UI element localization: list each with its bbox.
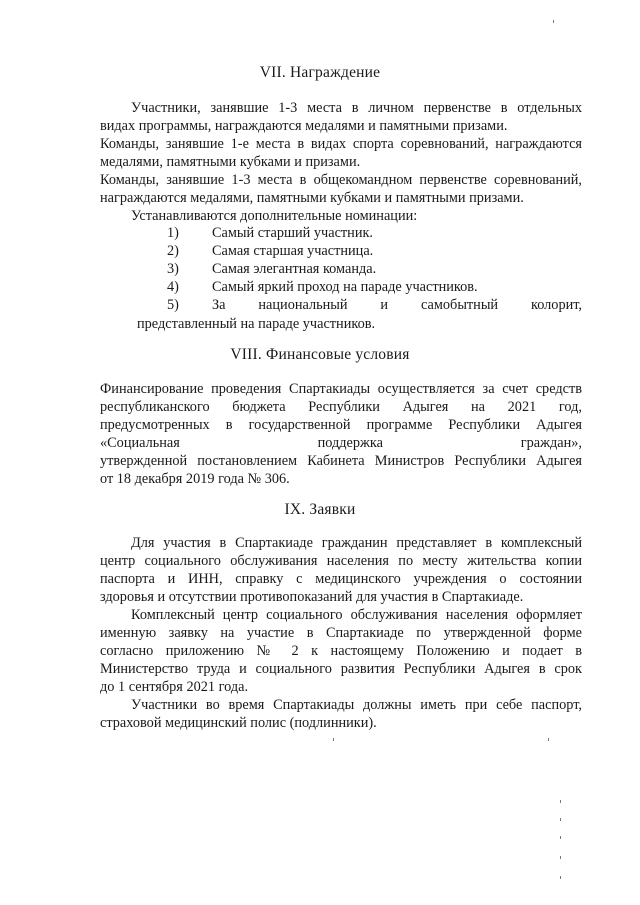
scan-speck [548,738,549,741]
awards-nominations-intro: Устанавливаются дополнительные номинации: [131,208,418,224]
applications-paragraph-2-line-1: Комплексный центр социального обслуживания населения оформляет [131,607,582,623]
awards-paragraph-1-line-1: Участники, занявшие 1-3 места в личном первенстве в отдельных [131,100,582,116]
list-item-number: 5) [167,297,179,313]
list-item-number: 4) [167,279,179,295]
applications-paragraph-2-line-3: согласно приложению № 2 к настоящему Положению и подает в [100,643,582,659]
finance-line-5: утвержденной постановлением Кабинета Министров Республики Адыгея [100,453,582,469]
finance-line-4: «Социальная поддержка граждан», [100,435,582,451]
applications-paragraph-3-line-2: страховой медицинский полис (подлинники). [100,715,377,731]
finance-line-2: республиканского бюджета Республики Адыгея на 2021 год, [100,399,582,415]
applications-paragraph-1-line-4: здоровья и отсутствии противопоказаний для участия в Спартакиаде. [100,589,524,605]
applications-paragraph-2-line-5: до 1 сентября 2021 года. [100,679,249,695]
scan-speck [553,20,554,23]
list-item-text: За национальный и самобытный колорит, [212,297,582,313]
scan-speck [560,876,561,879]
applications-paragraph-2-line-4: Министерство труда и социального развития Республики Адыгея в срок [100,661,582,677]
awards-paragraph-3-line-2: награждаются медалями, памятными кубками и памятными призами. [100,190,524,206]
scan-speck [560,856,561,859]
scan-speck [560,800,561,803]
scan-speck [560,836,561,839]
awards-paragraph-1-line-2: видах программы, награждаются медалями и памятными призами. [100,118,508,134]
list-item-text: Самый старший участник. [212,225,374,241]
finance-line-6: от 18 декабря 2019 года № 306. [100,471,290,487]
applications-paragraph-2-line-2: именную заявку на участие в Спартакиаде по утвержденной форме [100,625,582,641]
applications-paragraph-3-line-1: Участники во время Спартакиады должны иметь при себе паспорт, [131,697,582,713]
scan-speck [560,818,561,821]
list-item-continuation: представленный на параде участников. [137,316,376,332]
list-item-text: Самая элегантная команда. [212,261,377,277]
awards-paragraph-2-line-2: медалями, памятными кубками и призами. [100,154,361,170]
section-heading-finance: VIII. Финансовые условия [230,346,410,363]
awards-paragraph-3-line-1: Команды, занявшие 1-3 места в общекомандном первенстве соревнований, [100,172,582,188]
section-heading-applications: IX. Заявки [284,501,356,518]
finance-line-3: предусмотренных в государственной программе Республики Адыгея [100,417,582,433]
list-item-text: Самая старшая участница. [212,243,374,259]
list-item-number: 2) [167,243,179,259]
finance-line-1: Финансирование проведения Спартакиады осуществляется за счет средств [100,381,582,397]
list-item-text: Самый яркий проход на параде участников. [212,279,478,295]
scan-speck [333,738,334,741]
applications-paragraph-1-line-2: центр социального обслуживания населения по месту жительства копии [100,553,582,569]
section-heading-awards: VII. Награждение [259,64,381,81]
applications-paragraph-1-line-1: Для участия в Спартакиаде гражданин представляет в комплексный [131,535,582,551]
applications-paragraph-1-line-3: паспорта и ИНН, справку с медицинского учреждения о состоянии [100,571,582,587]
list-item-number: 3) [167,261,179,277]
list-item-number: 1) [167,225,179,241]
awards-paragraph-2-line-1: Команды, занявшие 1-е места в видах спорта соревнований, награждаются [100,136,582,152]
